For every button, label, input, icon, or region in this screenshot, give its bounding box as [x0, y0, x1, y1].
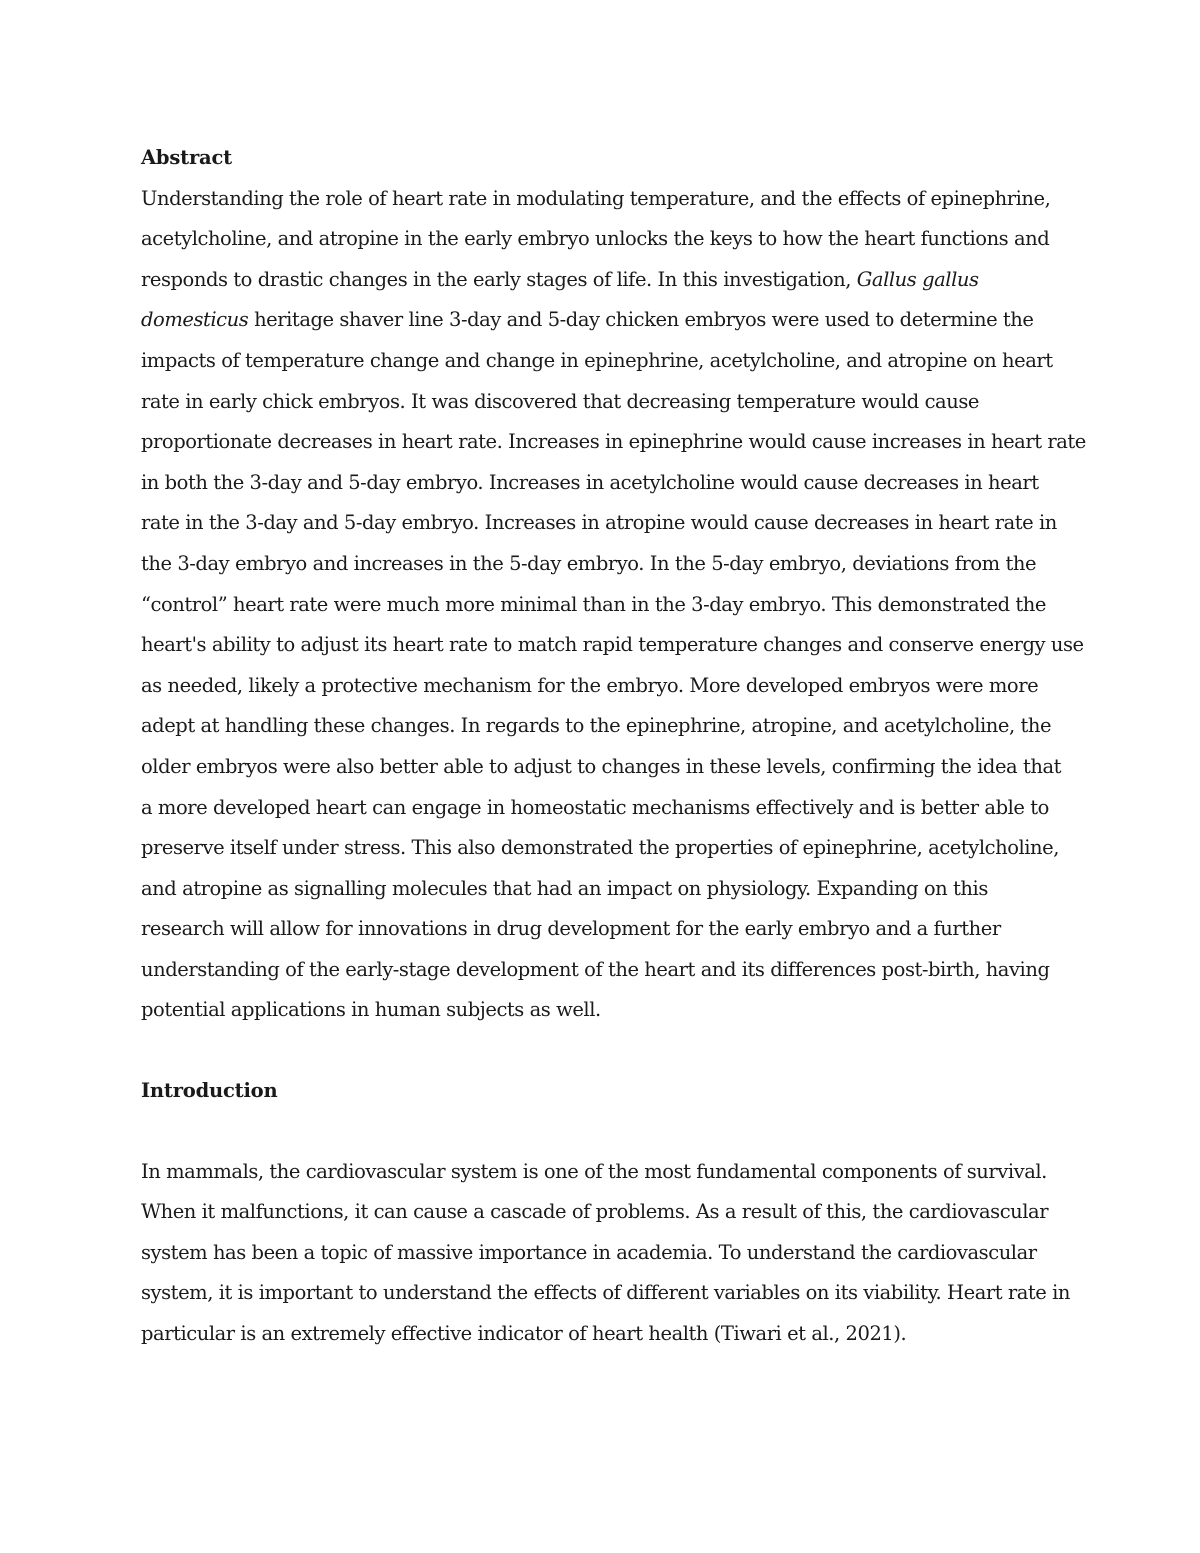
abstract-line: rate in the 3-day and 5-day embryo. Increases in atropine would cause decreases in heart rate in — [141, 511, 1057, 535]
introduction-line: particular is an extremely effective indicator of heart health (Tiwari et al., 2021). — [141, 1322, 907, 1346]
abstract-line: the 3-day embryo and increases in the 5-day embryo. In the 5-day embryo, deviations from the — [141, 551, 1037, 575]
abstract-line — [141, 300, 1066, 341]
abstract-line: as needed, likely a protective mechanism for the embryo. More developed embryos were more — [141, 673, 1039, 697]
abstract-line: heart's ability to adjust its heart rate to match rapid temperature changes and conserve energy use — [141, 633, 1084, 657]
introduction-line: In mammals, the cardiovascular system is one of the most fundamental components of survival. — [141, 1159, 1047, 1183]
abstract-line: adept at handling these changes. In regards to the epinephrine, atropine, and acetylcholine, the — [141, 714, 1052, 738]
abstract-line: preserve itself under stress. This also demonstrated the properties of epinephrine, acetylcholine, — [141, 836, 1060, 860]
abstract-line: and atropine as signalling molecules that had an impact on physiology. Expanding on this — [141, 876, 988, 900]
document-page — [141, 138, 1086, 1355]
abstract-line: proportionate decreases in heart rate. Increases in epinephrine would cause increases in heart rate — [141, 430, 1086, 454]
species-name-italic: Gallus gallus — [856, 267, 979, 291]
abstract-line: Understanding the role of heart rate in modulating temperature, and the effects of epinephrine, — [141, 186, 1051, 210]
abstract-line-text: responds to drastic changes in the early stages of life. In this investigation, — [141, 267, 857, 291]
abstract-line: rate in early chick embryos. It was discovered that decreasing temperature would cause — [141, 389, 979, 413]
abstract-line: potential applications in human subjects as well. — [141, 998, 601, 1022]
introduction-line: When it malfunctions, it can cause a cascade of problems. As a result of this, the cardiovascular — [141, 1200, 1049, 1224]
abstract-line: acetylcholine, and atropine in the early embryo unlocks the keys to how the heart functions and — [141, 227, 1050, 251]
abstract-line: understanding of the early-stage development of the heart and its differences post-birth, having — [141, 957, 1050, 981]
introduction-paragraph — [141, 1152, 1071, 1355]
introduction-heading: Introduction — [141, 1079, 278, 1103]
abstract-paragraph — [141, 179, 1086, 1031]
abstract-heading: Abstract — [141, 146, 232, 169]
abstract-line — [141, 260, 1066, 301]
abstract-line: older embryos were also better able to adjust to changes in these levels, confirming the idea that — [141, 754, 1062, 778]
abstract-line: “control” heart rate were much more minimal than in the 3-day embryo. This demonstrated the — [141, 592, 1047, 616]
abstract-line: a more developed heart can engage in homeostatic mechanisms effectively and is better able to — [141, 795, 1049, 819]
section-spacer — [141, 1112, 1066, 1152]
introduction-line: system has been a topic of massive importance in academia. To understand the cardiovascular — [141, 1240, 1037, 1264]
abstract-line: research will allow for innovations in drug development for the early embryo and a further — [141, 917, 1001, 941]
section-spacer — [141, 1031, 1066, 1071]
abstract-line-text: heritage shaver line 3-day and 5-day chicken embryos were used to determine the — [248, 308, 1034, 332]
abstract-line: in both the 3-day and 5-day embryo. Increases in acetylcholine would cause decreases in heart — [141, 470, 1039, 494]
introduction-line: system, it is important to understand the effects of different variables on its viability. Heart rate in — [141, 1281, 1071, 1305]
abstract-line: impacts of temperature change and change in epinephrine, acetylcholine, and atropine on heart — [141, 348, 1053, 372]
species-name-italic: domesticus — [141, 308, 249, 332]
